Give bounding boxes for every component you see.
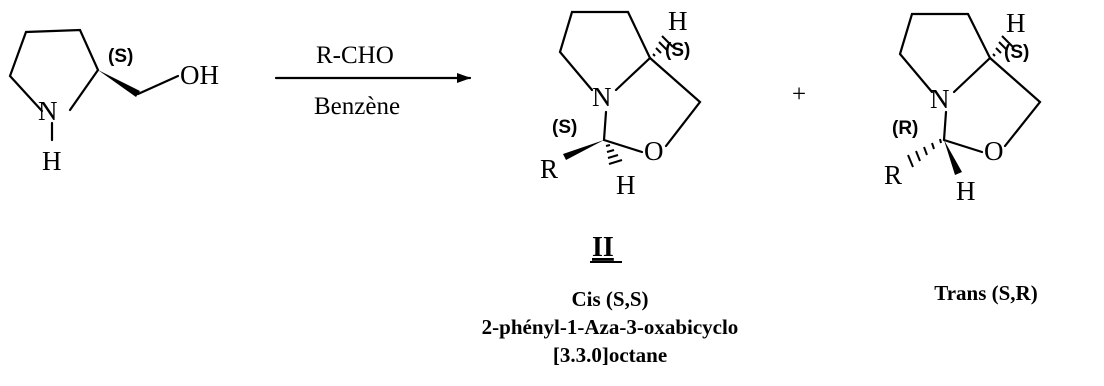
- reaction-arrow-group: [276, 42, 470, 120]
- trans-caption: Trans (S,R): [934, 281, 1038, 305]
- cis-h-top-atom: H: [668, 6, 688, 36]
- trans-stereo-top: (S): [1004, 42, 1030, 63]
- trans-hash-bond-r: [908, 139, 941, 167]
- reactant-prolinol: [10, 30, 219, 176]
- cis-r-group: R: [540, 154, 559, 184]
- cis-pyrrolidine-bonds: [560, 12, 650, 90]
- cis-n-atom: N: [592, 82, 612, 112]
- cis-stereo-left: (S): [552, 117, 578, 138]
- cis-caption-line3: [3.3.0]octane: [552, 343, 668, 367]
- reactant-oh-group: OH: [180, 60, 219, 90]
- cis-stereo-top: (S): [665, 40, 691, 61]
- trans-n-atom: N: [930, 84, 950, 114]
- cis-hash-bond-bottom: [606, 145, 622, 164]
- trans-r-group: R: [884, 160, 903, 190]
- cis-wedge-bond-r: [563, 140, 604, 160]
- cis-caption-line2: 2-phényl-1-Aza-3-oxabicyclo: [481, 315, 739, 339]
- trans-h-top-atom: H: [1006, 8, 1026, 38]
- reactant-n-atom: N: [38, 96, 58, 126]
- plus-sign: +: [792, 81, 807, 108]
- cis-h-bottom-atom: H: [616, 170, 636, 200]
- reactant-h-atom: H: [42, 146, 62, 176]
- cis-o-atom: O: [644, 136, 664, 166]
- reagent-label: R-CHO: [316, 42, 394, 69]
- trans-h-bottom-atom: H: [956, 176, 976, 206]
- trans-stereo-left: (R): [892, 118, 919, 139]
- product-trans: [884, 8, 1040, 305]
- compound-number-label: II: [592, 232, 614, 263]
- cis-caption-line1: Cis (S,S): [571, 287, 649, 311]
- reactant-wedge-bond: [98, 70, 140, 97]
- trans-pyrrolidine-bonds: [900, 14, 990, 92]
- solvent-label: Benzène: [314, 93, 401, 120]
- reactant-stereo-label: (S): [108, 46, 134, 67]
- reactant-ch2-o-bond: [138, 76, 178, 94]
- product-cis: [482, 6, 739, 367]
- trans-o-atom: O: [984, 136, 1004, 166]
